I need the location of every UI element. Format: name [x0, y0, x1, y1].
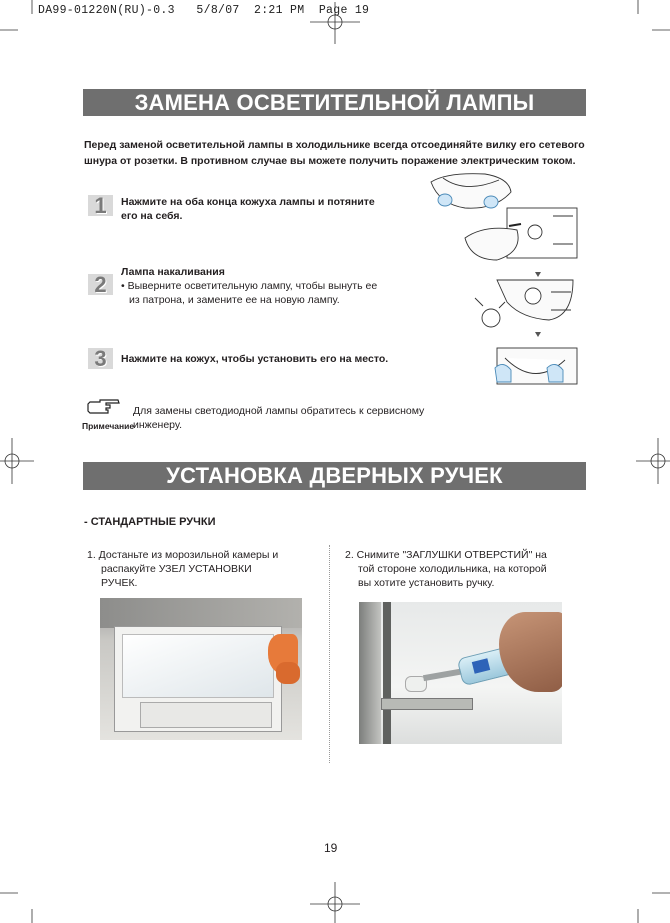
right-line-1: 2. Снимите "ЗАГЛУШКИ ОТВЕРСТИЙ" на	[345, 549, 547, 561]
note-label: Примечание	[82, 421, 135, 431]
right-line-3: вы хотите установить ручку.	[358, 577, 495, 589]
step-1-text	[121, 195, 421, 223]
note-text	[133, 404, 463, 432]
left-line-3: РУЧЕК.	[101, 577, 138, 589]
photo-freezer-drawer	[100, 598, 302, 740]
photo-screwdriver	[359, 602, 562, 744]
page-number: 19	[324, 841, 338, 855]
step-1-number: 1	[88, 195, 113, 216]
column-divider	[329, 545, 330, 763]
note-line-1: Для замены светодиодной лампы обратитесь к сервисному	[133, 405, 425, 417]
step-3-text: Нажмите на кожух, чтобы установить его на место.	[121, 353, 389, 365]
lamp-illustrations	[425, 168, 585, 400]
step-2-line-1: • Выверните осветительную лампу, чтобы вынуть ее	[121, 280, 378, 292]
section-title-handles: УСТАНОВКА ДВЕРНЫХ РУЧЕК	[83, 462, 586, 490]
note-line-2: инженеру.	[133, 419, 183, 431]
right-instruction	[345, 548, 585, 590]
right-line-2: той стороне холодильника, на которой	[358, 563, 547, 575]
left-line-2: распакуйте УЗЕЛ УСТАНОВКИ	[101, 563, 252, 575]
warning-text	[84, 137, 604, 169]
warning-line-2: шнура от розетки. В противном случае вы можете получить поражение электрическим током.	[84, 155, 576, 167]
standard-handles-subtitle: - СТАНДАРТНЫЕ РУЧКИ	[84, 516, 216, 528]
left-line-1: 1. Достаньте из морозильной камеры и	[87, 549, 279, 561]
warning-line-1: Перед заменой осветительной лампы в холодильнике всегда отсоединяйте вилку его сетевого	[84, 139, 585, 151]
section-title-lamp: ЗАМЕНА ОСВЕТИТЕЛЬНОЙ ЛАМПЫ	[83, 89, 586, 116]
step-2-text	[121, 265, 421, 307]
step-2-heading: Лампа накаливания	[121, 266, 225, 278]
step-2-line-2: из патрона, и замените ее на новую лампу.	[129, 294, 340, 306]
step-1-line-1: Нажмите на оба конца кожуха лампы и потяните	[121, 196, 375, 208]
step-3-number: 3	[88, 348, 113, 369]
step-1-line-2: его на себя.	[121, 210, 183, 222]
left-instruction	[87, 548, 317, 590]
step-2-number: 2	[88, 274, 113, 295]
pointing-hand-icon	[86, 397, 122, 417]
print-header: DA99-01220N(RU)-0.3 5/8/07 2:21 PM Page 19	[38, 4, 370, 17]
